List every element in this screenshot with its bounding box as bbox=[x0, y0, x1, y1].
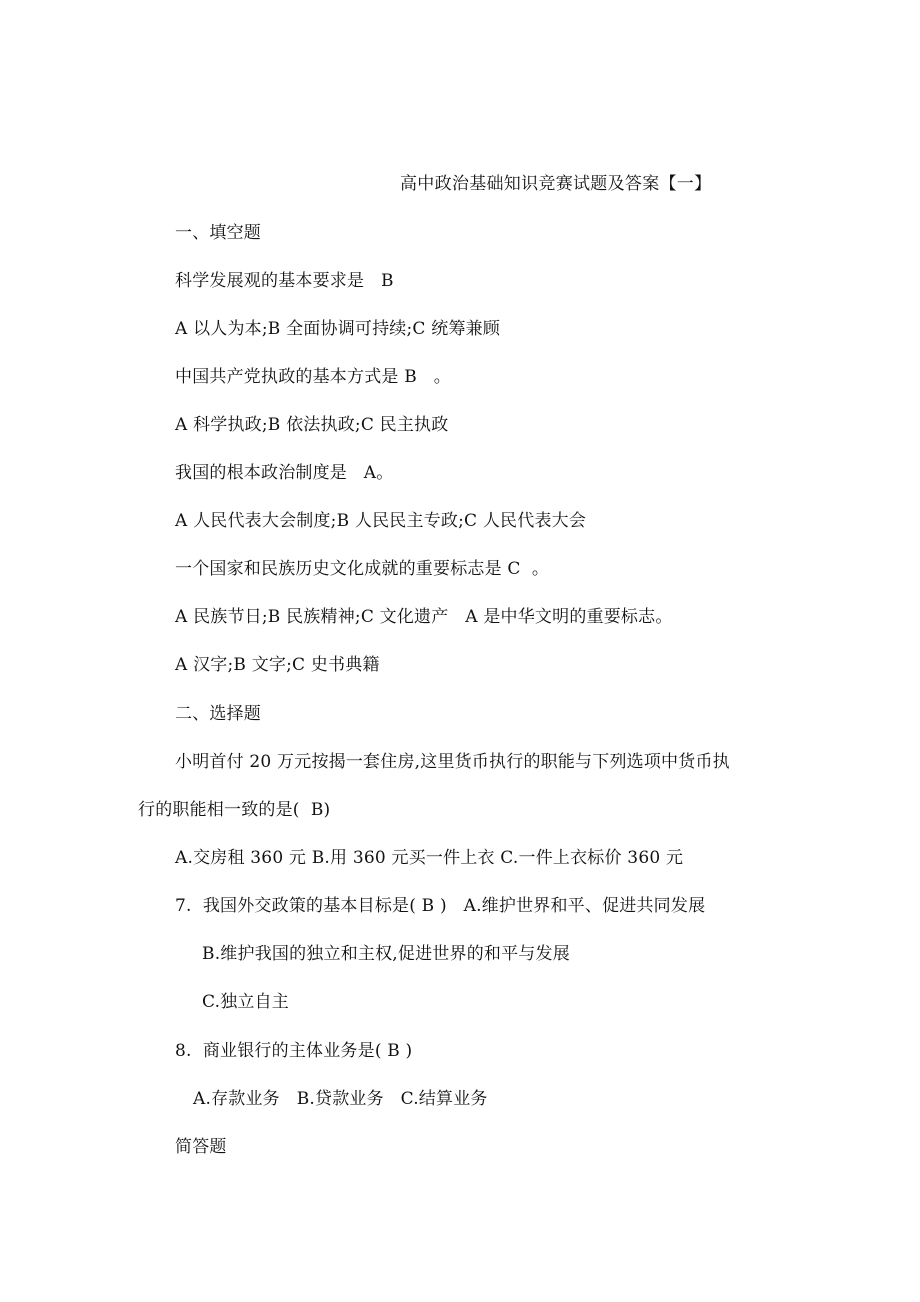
answer-options-line: A 以人为本;B 全面协调可持续;C 统筹兼顾 bbox=[175, 319, 501, 339]
section-heading-fill-blank: 一、填空题 bbox=[175, 223, 261, 243]
document-title: 高中政治基础知识竞赛试题及答案【一】 bbox=[400, 174, 712, 194]
question-7: 7. 我国外交政策的基本目标是( B ) A.维护世界和平、促进共同发展 bbox=[175, 896, 706, 916]
question-8: 8. 商业银行的主体业务是( B ) bbox=[175, 1041, 413, 1061]
answer-options-line: A 汉字;B 文字;C 史书典籍 bbox=[175, 655, 380, 675]
question-line: 中国共产党执政的基本方式是 B 。 bbox=[175, 367, 451, 387]
answer-options-line: A.交房租 360 元 B.用 360 元买一件上衣 C.一件上衣标价 360 元 bbox=[175, 848, 684, 868]
question-line: 我国的根本政治制度是 A。 bbox=[175, 463, 394, 483]
answer-options-line: A 科学执政;B 依法执政;C 民主执政 bbox=[175, 415, 449, 435]
question-line: 小明首付 20 万元按揭一套住房,这里货币执行的职能与下列选项中货币执 bbox=[175, 752, 730, 772]
question-line: 一个国家和民族历史文化成就的重要标志是 C 。 bbox=[175, 559, 550, 579]
question-7-option-c: C.独立自主 bbox=[202, 992, 290, 1012]
question-7-option-b: B.维护我国的独立和主权,促进世界的和平与发展 bbox=[202, 944, 570, 964]
section-heading-choice: 二、选择题 bbox=[175, 704, 261, 724]
question-8-options: A.存款业务 B.贷款业务 C.结算业务 bbox=[193, 1089, 488, 1109]
question-line-continued: 行的职能相一致的是( B) bbox=[138, 800, 331, 820]
answer-options-line: A 人民代表大会制度;B 人民民主专政;C 人民代表大会 bbox=[175, 511, 587, 531]
section-heading-short-answer: 简答题 bbox=[175, 1137, 227, 1157]
question-line: 科学发展观的基本要求是 B bbox=[175, 271, 394, 291]
answer-options-line: A 民族节日;B 民族精神;C 文化遗产 A 是中华文明的重要标志。 bbox=[175, 607, 673, 627]
